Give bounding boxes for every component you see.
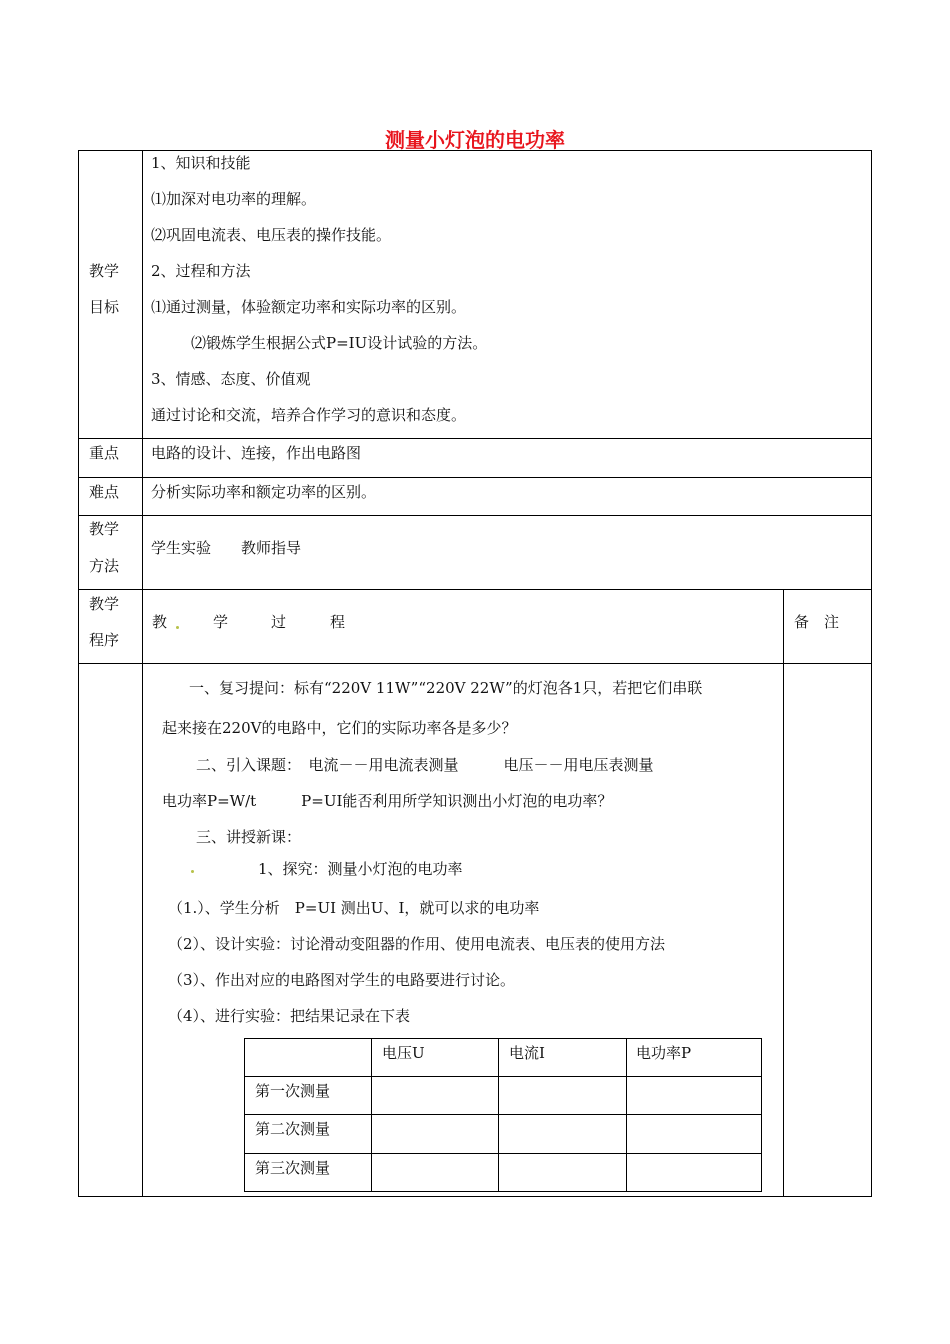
process-header-char: 教 [152,613,168,631]
page-title: 测量小灯泡的电功率 [385,128,565,152]
results-header: 电流I [509,1044,545,1062]
process-header-char: 过 [271,613,287,631]
step-line: （1.）、学生分析 P=UI 测出U、I，就可以求的电功率 [168,899,540,917]
objective-line: ⑴加深对电功率的理解。 [151,190,317,208]
step-line: （2）、设计实验：讨论滑动变阻器的作用、使用电流表、电压表的使用方法 [168,935,666,953]
column-divider [142,150,143,1197]
objective-line: ⑵锻炼学生根据公式P=IU设计试验的方法。 [191,334,488,352]
objective-line: 1、知识和技能 [151,154,251,172]
row-divider [78,515,872,516]
row-divider [78,477,872,478]
row-divider [78,589,872,590]
review-question: 一、复习提问：标有“220V 11W”“220V 22W”的灯泡各1只，若把它们串联 [189,679,703,697]
results-row-divider [244,1076,762,1077]
intro-topic-cont: 电功率P=W/t P=UI能否利用所学知识测出小灯泡的电功率？ [162,792,613,810]
method-label-1: 教学 [89,520,120,538]
objectives-label-2: 目标 [89,298,120,316]
process-header-char: 程 [330,613,346,631]
results-row-label: 第二次测量 [255,1120,331,1138]
stray-mark [191,870,194,873]
procedure-label-2: 程序 [89,631,120,649]
results-row-label: 第一次测量 [255,1082,331,1100]
objective-line: 通过讨论和交流，培养合作学习的意识和态度。 [151,406,467,424]
stray-mark [176,626,179,629]
results-row-label: 第三次测量 [255,1159,331,1177]
objective-line: 2、过程和方法 [151,262,251,280]
results-row-divider [244,1153,762,1154]
remarks-header: 备 注 [794,613,840,631]
difficulty-text: 分析实际功率和额定功率的区别。 [151,483,377,501]
results-col-divider [626,1038,627,1192]
results-col-divider [498,1038,499,1192]
key-point-text: 电路的设计、连接，作出电路图 [151,444,362,462]
key-point-label: 重点 [89,444,120,462]
step-line: （3）、作出对应的电路图对学生的电路要进行讨论。 [168,971,516,989]
results-header: 电压U [382,1044,425,1062]
objectives-label-1: 教学 [89,262,120,280]
row-divider [78,663,872,664]
difficulty-label: 难点 [89,483,120,501]
intro-topic: 二、引入课题： 电流－－用电流表测量 电压－－用电压表测量 [196,756,654,774]
method-label-2: 方法 [89,557,120,575]
new-lesson-heading: 三、讲授新课： [196,828,302,846]
results-row-divider [244,1114,762,1115]
review-question-cont: 起来接在220V的电路中，它们的实际功率各是多少？ [162,719,517,737]
row-divider [78,438,872,439]
objective-line: 3、情感、态度、价值观 [151,370,311,388]
step-line: （4）、进行实验：把结果记录在下表 [168,1007,411,1025]
column-divider [783,589,784,1197]
method-text: 学生实验 教师指导 [151,539,302,557]
results-col-divider [371,1038,372,1192]
process-header-char: 学 [213,613,229,631]
procedure-label-1: 教学 [89,595,120,613]
results-header: 电功率P [636,1044,692,1062]
explore-heading: 1、探究：测量小灯泡的电功率 [258,860,463,878]
objective-line: ⑵巩固电流表、电压表的操作技能。 [151,226,392,244]
objective-line: ⑴通过测量，体验额定功率和实际功率的区别。 [151,298,467,316]
